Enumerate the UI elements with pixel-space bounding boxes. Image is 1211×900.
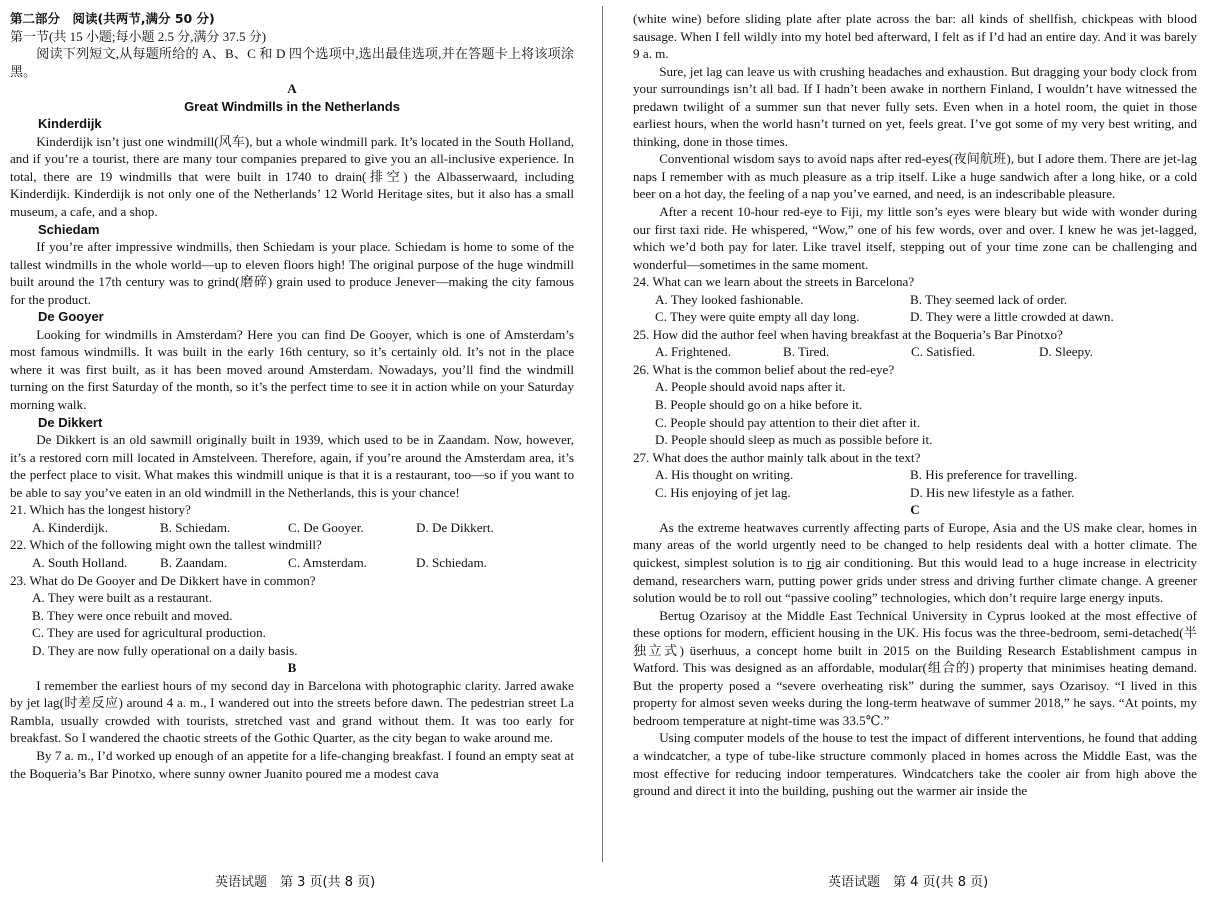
option: A. Kinderdijk. <box>32 519 109 535</box>
option: B. His preference for travelling. <box>910 467 1078 483</box>
option: C. De Gooyer. <box>288 519 364 535</box>
option: C. People should pay attention to their diet after it. <box>655 414 921 430</box>
passage-a-title: Great Windmills in the Netherlands <box>184 98 400 114</box>
passage-b-paragraph-1: I remember the earliest hours of my second day in Barcelona with photographic clarity. Jarred awake by jet lag(时差反应) around 4 a. m., I wandered out into the streets before dawn. The pedestrian street La Rambla, usually crowded with tourists, stretched vast and grand without them. It was too early for breakfast. So I wandered the chaotic streets of the Gothic Quarter, as the city began to wake around me. <box>10 677 574 746</box>
instruction: 阅读下列短文,从每题所给的 A、B、C 和 D 四个选项中,选出最佳选项,并在答题卡上将该项涂黑。 <box>10 46 574 79</box>
dedikkert-paragraph: De Dikkert is an old sawmill originally built in 1939, which used to be in Zaandam. Now, however, it’s a restored corn mill located in Amstelveen. Therefore, again, if you’re around the Amsterdam area, it’s the perfect place to visit. What makes this windmill unique is that it is a restaurant, too—so if you want to be able to say you’ve eaten in an old windmill in the Netherlands, this is your chance! <box>10 432 574 500</box>
right-page <box>633 10 1197 800</box>
question-26: 26. What is the common belief about the red-eye? <box>633 361 895 377</box>
option: A. They were built as a restaurant. <box>32 590 213 606</box>
underlined-word-rig: rig <box>806 554 822 570</box>
dedikkert-heading: De Dikkert <box>38 414 103 430</box>
option: A. South Holland. <box>32 554 128 570</box>
option: D. Schiedam. <box>416 554 487 570</box>
option: A. People should avoid naps after it. <box>655 379 846 395</box>
passage-b-paragraph-2-continued: (white wine) before sliding plate after plate across the bar: all kinds of shellfish, chickpeas with blood sausage. When I fell wildly into my hotel bed afterward, I felt as if I’d had an entire day. And it was barely 9 a. m. <box>633 11 1197 62</box>
kinderdijk-heading: Kinderdijk <box>38 116 102 132</box>
question-27-options-row-1 <box>655 466 1197 484</box>
question-24-options-row-1 <box>655 291 1197 309</box>
option: C. They are used for agricultural production. <box>32 625 266 641</box>
question-21-options <box>32 519 574 537</box>
question-22-options <box>32 554 574 572</box>
option: C. Satisfied. <box>911 344 976 360</box>
kinderdijk-paragraph: Kinderdijk isn’t just one windmill(风车), but a whole windmill park. It’s located in the South Holland, and if you’re a tourist, there are many tour companies prepared to give you an all-inclusive experience. In total, there are 19 windmills that were built in 1740 to drain(排空) the Albasserwaard, including Kinderdijk. Kinderdijk is not only one of the Netherlands’ 12 World Heritage sites, but it also has a small museum, a cafe, and a shop. <box>10 133 574 220</box>
option: D. They were a little crowded at dawn. <box>910 309 1114 325</box>
option: A. They looked fashionable. <box>655 291 804 307</box>
schiedam-heading: Schiedam <box>38 221 100 237</box>
passage-c-paragraph-3: Using computer models of the house to test the impact of different interventions, he found that adding a windcatcher, a type of tube-like structure commonly placed in homes across the Middle East, was the most effective for reducing indoor temperatures. Windcatchers take the cooler air from high above the ground and direct it into the building, pushing out the warmer air inside the <box>633 730 1197 799</box>
question-23: 23. What do De Gooyer and De Dikkert have in common? <box>10 572 316 588</box>
question-21: 21. Which has the longest history? <box>10 502 191 518</box>
passage-c-text: As the extreme heatwaves currently affecting parts of Europe, Asia and the US make clear, homes in many areas of the world urgently need to be changed to help residents deal with a hotter climate. The quickest, simplest solution is to <box>633 519 1197 570</box>
option: C. His enjoying of jet lag. <box>655 484 791 500</box>
page-divider <box>602 6 603 862</box>
option: C. They were quite empty all day long. <box>655 309 860 325</box>
left-page <box>10 10 574 782</box>
passage-c-paragraph-2: Bertug Ozarisoy at the Middle East Technical University in Cyprus looked at the most effective of these options for modern, efficient housing in the UK. His focus was the three-bedroom, semi-detached(半独立式) üserhuus, a concept home built in 2015 on the Building Research Establishment campus in Watford. This was designed as an affordable, modular(组合的) property that minimises heating demand. But the property posed a “severe overheating risk” during the summer, says Ozarisoy. “I lived in this property for almost seven weeks during the long-term heatwave of summer 2018,” he says. “At points, my bedroom temperature at night-time was 33.5℃.” <box>633 607 1197 728</box>
option: D. They are now fully operational on a daily basis. <box>32 642 298 658</box>
option: B. They were once rebuilt and moved. <box>32 607 233 623</box>
passage-b-paragraph-5: After a recent 10-hour red-eye to Fiji, my little son’s eyes were bleary but wide with wonder during our first taxi ride. He whispered, “Wow,” one of his few words, over and over. I knew he was jet-lagged, which we’d both pay for later. Like travel itself, stepping out of your time zone can be challenging and wonderful—sometimes in the same moment. <box>633 204 1197 272</box>
question-22: 22. Which of the following might own the tallest windmill? <box>10 537 322 553</box>
passage-a-letter: A <box>287 81 297 97</box>
page-footer-right: 英语试题 第 4 页(共 8 页) <box>828 875 989 890</box>
option: C. Amsterdam. <box>288 554 367 570</box>
page-footer-left: 英语试题 第 3 页(共 8 页) <box>215 875 376 890</box>
passage-b-paragraph-3: Sure, jet lag can leave us with crushing headaches and exhaustion. But dragging your body clock from your surroundings isn’t all bad. If I hadn’t been awake in northern Finland, I wouldn’t have witnessed the predawn twilight of a summer sun that never fully sets. Even when in a hotel room, the quiet in those earliest hours, when the world hasn’t turned on yet, feels great. I’ve got some of my very best writing, and thinking, done in those times. <box>633 63 1197 149</box>
passage-b-paragraph-4: Conventional wisdom says to avoid naps after red-eyes(夜间航班), but I adore them. There are jet-lag naps I remember with as much pleasure as a trip itself. Like a huge sandwich after a long hike, or a cold beer on a hot day, the feeling of a nap you’ve earned, and need, is an indescribable pleasure. <box>633 151 1197 202</box>
question-25-options <box>655 343 1197 361</box>
option: B. People should go on a hike before it. <box>655 397 863 413</box>
schiedam-paragraph: If you’re after impressive windmills, then Schiedam is your place. Schiedam is home to some of the tallest windmills in the whole world—up to eleven floors high! The original purpose of the huge windmill built around the 17th century was to grind(磨碎) grain used to produce Jenever—making the city famous for the product. <box>10 239 574 307</box>
option: B. Schiedam. <box>160 519 231 535</box>
question-27: 27. What does the author mainly talk about in the text? <box>633 449 921 465</box>
subsection-header: 第一节(共 15 小题;每小题 2.5 分,满分 37.5 分) <box>10 28 267 44</box>
option: D. People should sleep as much as possible before it. <box>655 432 933 448</box>
section-header: 第二部分 阅读(共两节,满分 50 分) <box>10 11 215 26</box>
question-27-options-row-2 <box>655 484 1197 502</box>
option: B. They seemed lack of order. <box>910 291 1068 307</box>
option: A. His thought on writing. <box>655 467 794 483</box>
passage-c-paragraph-1 <box>633 519 1197 607</box>
option: B. Zaandam. <box>160 554 228 570</box>
option: A. Frightened. <box>655 344 732 360</box>
option: B. Tired. <box>783 344 830 360</box>
passage-c-letter: C <box>910 502 920 518</box>
question-24-options-row-2 <box>655 308 1197 326</box>
degooyer-heading: De Gooyer <box>38 309 104 325</box>
passage-c-text: air conditioning. But this would lead to a huge increase in electricity demand, researchers warn, putting power grids under stress and driving further climate change. A greener solution would be to roll out “passive cooling” technologies, which don’t require large energy inputs. <box>633 554 1197 606</box>
passage-b-letter: B <box>287 660 297 676</box>
passage-b-paragraph-2: By 7 a. m., I’d worked up enough of an appetite for a life-changing breakfast. I found an empty seat at the Boqueria’s Bar Pinotxo, where sunny owner Juanito poured me a modest cava <box>10 747 574 781</box>
question-25: 25. How did the author feel when having breakfast at the Boqueria’s Bar Pinotxo? <box>633 326 1063 342</box>
option: D. Sleepy. <box>1039 344 1094 360</box>
option: D. His new lifestyle as a father. <box>910 484 1075 500</box>
question-24: 24. What can we learn about the streets in Barcelona? <box>633 274 915 290</box>
degooyer-paragraph: Looking for windmills in Amsterdam? Here you can find De Gooyer, which is one of Amsterdam’s most famous windmills. It was built in the early 16th century, so it’s certainly old. It’s not in the place where it was first built, as it has been moved around Amsterdam. Nowadays, you’ll find the windmill turning on the first Saturday of the month, so it’s the perfect time to see it in action while on your Saturday morning walk. <box>10 326 574 413</box>
option: D. De Dikkert. <box>416 519 494 535</box>
